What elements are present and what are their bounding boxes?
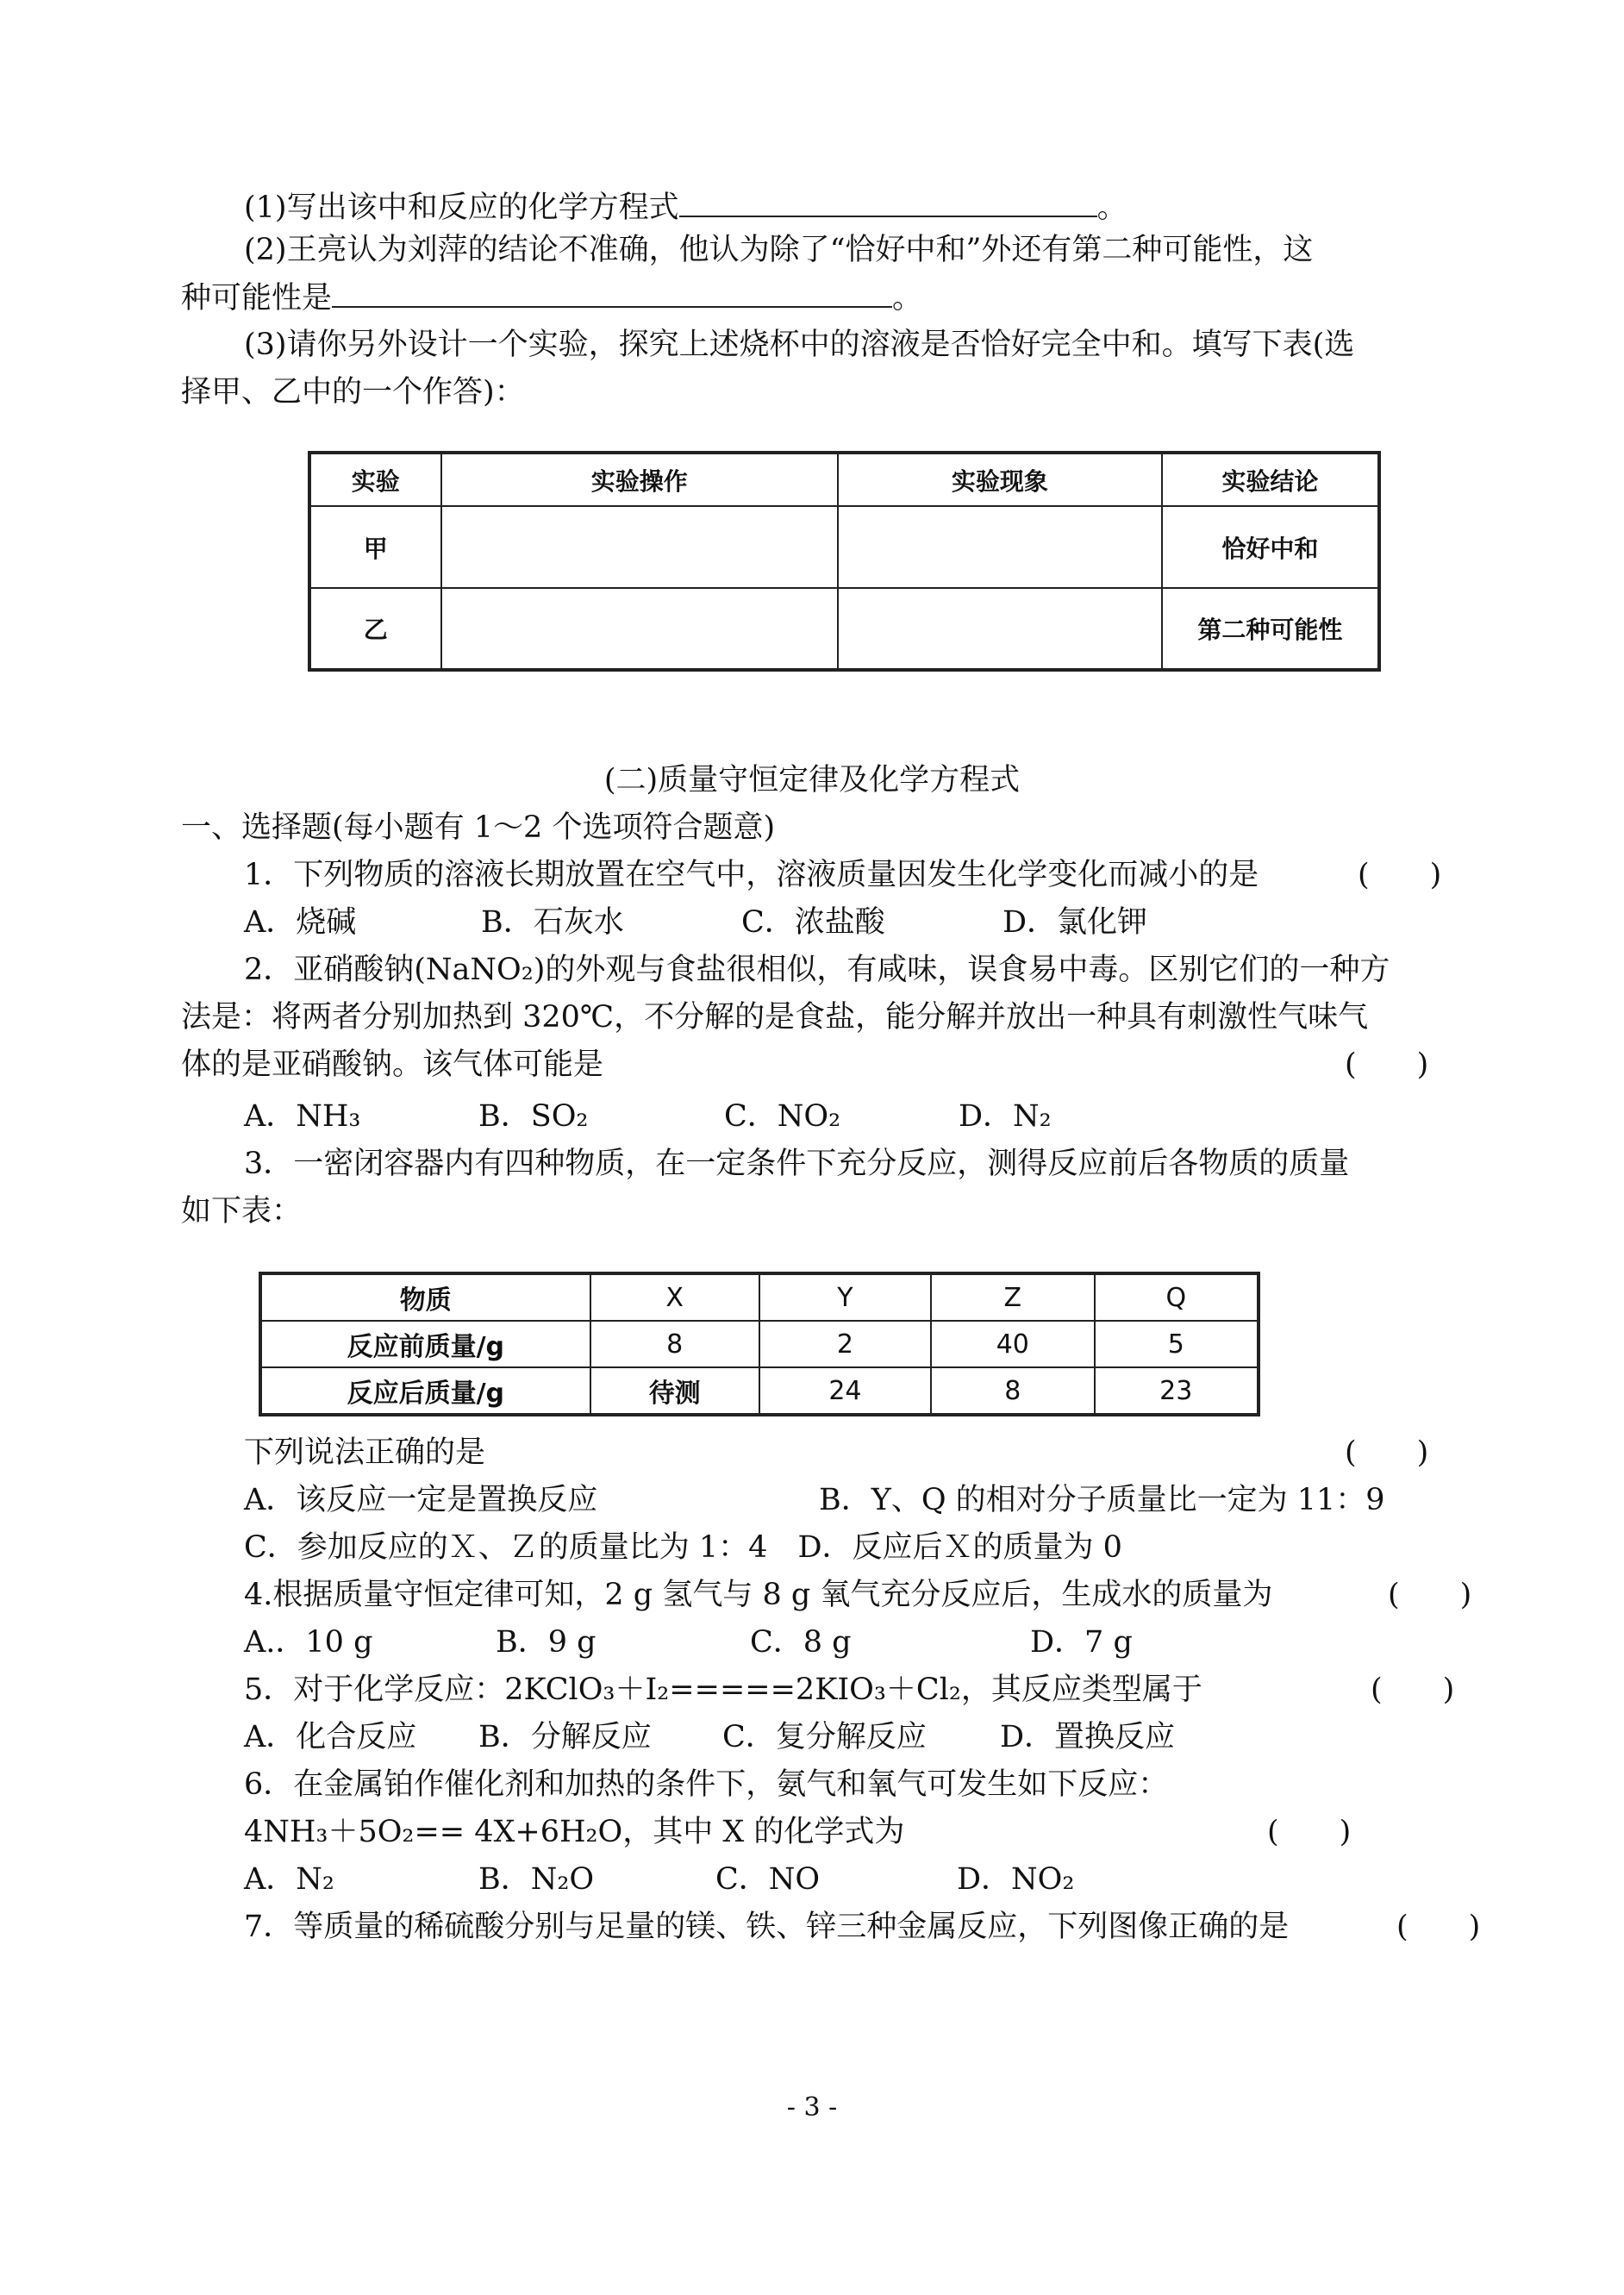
mass-row-before bbox=[260, 1321, 1259, 1367]
mass-row-label: 反应后质量/g bbox=[260, 1367, 590, 1415]
q6-option-a: A．N₂ bbox=[244, 1862, 334, 1897]
q1-line bbox=[244, 190, 1127, 225]
exp-header-phenomenon: 实验现象 bbox=[838, 453, 1162, 506]
question-4-stem: 4.根据质量守恒定律可知，2 g 氢气与 8 g 氧气充分反应后，生成水的质量为 bbox=[244, 1578, 1273, 1612]
q2-text: 种可能性是 bbox=[181, 281, 333, 316]
q3-option-cd: C．参加反应的Ｘ、Ｚ的质量比为 1：4 D．反应后Ｘ的质量为 0 bbox=[244, 1530, 1122, 1565]
question-3-prompt: 下列说法正确的是 bbox=[244, 1435, 486, 1470]
q5-option-a: A．化合反应 bbox=[244, 1720, 417, 1754]
q6-option-c: C．NO bbox=[715, 1862, 821, 1897]
mass-cell: 24 bbox=[759, 1367, 931, 1415]
answer-paren[interactable]: ( ) bbox=[1388, 1578, 1472, 1612]
exp-conclusion-cell: 第二种可能性 bbox=[1162, 588, 1379, 670]
question-6-stem-line2: 4NH₃＋5O₂== 4X+6H₂O，其中 X 的化学式为 bbox=[244, 1815, 905, 1849]
q4-option-d: D．7 g bbox=[1030, 1625, 1133, 1660]
mass-cell: 40 bbox=[931, 1321, 1094, 1367]
q1-option-c: C．浓盐酸 bbox=[741, 905, 885, 940]
question-6-stem-line1: 6．在金属铂作催化剂和加热的条件下，氨气和氧气可发生如下反应： bbox=[244, 1767, 1169, 1802]
exp-row-name: 乙 bbox=[309, 588, 441, 670]
q5-option-c: C．复分解反应 bbox=[722, 1720, 927, 1754]
exp-conclusion-cell: 恰好中和 bbox=[1162, 506, 1379, 588]
question-5-stem: 5．对于化学反应：2KClO₃＋I₂=====2KIO₃＋Cl₂，其反应类型属于 bbox=[244, 1673, 1202, 1707]
q2-line2 bbox=[181, 280, 922, 316]
mass-header-q: Q bbox=[1095, 1273, 1259, 1321]
question-2-stem-line2: 法是：将两者分别加热到 320℃，不分解的是食盐，能分解并放出一种具有刺激性气味气 bbox=[181, 1000, 1369, 1035]
mass-header-x: X bbox=[590, 1273, 759, 1321]
q1-answer-blank[interactable] bbox=[679, 190, 1097, 217]
q1-option-b: B．石灰水 bbox=[481, 905, 624, 940]
mass-header-y: Y bbox=[759, 1273, 931, 1321]
mass-row-label: 反应前质量/g bbox=[260, 1321, 590, 1367]
q2-end: 。 bbox=[892, 281, 923, 316]
question-1-stem: 1．下列物质的溶液长期放置在空气中，溶液质量因发生化学变化而减小的是 bbox=[244, 858, 1259, 892]
mass-cell: 2 bbox=[759, 1321, 931, 1367]
question-3-stem-line2: 如下表： bbox=[181, 1194, 303, 1229]
question-7-stem: 7．等质量的稀硫酸分别与足量的镁、铁、锌三种金属反应，下列图像正确的是 bbox=[244, 1910, 1290, 1944]
q2-option-b: B．SO₂ bbox=[478, 1099, 589, 1134]
mass-cell: 5 bbox=[1095, 1321, 1259, 1367]
mass-table-header-row bbox=[260, 1273, 1259, 1321]
q3-option-a: A．该反应一定是置换反应 bbox=[244, 1483, 598, 1517]
answer-paren[interactable]: ( ) bbox=[1396, 1910, 1481, 1944]
q1-text: (1)写出该中和反应的化学方程式 bbox=[244, 191, 679, 225]
question-2-stem-line1: 2．亚硝酸钠(NaNO₂)的外观与食盐很相似，有咸味，误食易中毒。区别它们的一种方 bbox=[244, 953, 1390, 987]
exp-row-name: 甲 bbox=[309, 506, 441, 588]
q2-line1: (2)王亮认为刘萍的结论不准确，他认为除了“恰好中和”外还有第二种可能性，这 bbox=[244, 233, 1314, 267]
mass-cell: 8 bbox=[590, 1321, 759, 1367]
question-3-stem-line1: 3．一密闭容器内有四种物质，在一定条件下充分反应，测得反应前后各物质的质量 bbox=[244, 1147, 1350, 1181]
q6-option-b: B．N₂O bbox=[478, 1862, 595, 1897]
q2-option-a: A．NH₃ bbox=[244, 1099, 361, 1134]
q1-end: 。 bbox=[1096, 191, 1127, 225]
exp-header-conclusion: 实验结论 bbox=[1162, 453, 1379, 506]
exp-operation-cell[interactable] bbox=[441, 506, 838, 588]
section-title: (二)质量守恒定律及化学方程式 bbox=[603, 763, 1021, 797]
answer-paren[interactable]: ( ) bbox=[1345, 1047, 1429, 1082]
q2-option-d: D．N₂ bbox=[959, 1099, 1052, 1134]
q1-option-d: D．氯化钾 bbox=[1003, 905, 1148, 940]
mass-header-z: Z bbox=[931, 1273, 1094, 1321]
q3-line1: (3)请你另外设计一个实验，探究上述烧杯中的溶液是否恰好完全中和。填写下表(选 bbox=[244, 328, 1355, 362]
exp-row-jia bbox=[309, 506, 1379, 588]
section-heading: 一、选择题(每小题有 1～2 个选项符合题意) bbox=[181, 810, 776, 845]
q2-answer-blank[interactable] bbox=[332, 280, 892, 308]
answer-paren[interactable]: ( ) bbox=[1267, 1815, 1352, 1849]
mass-cell: 待测 bbox=[590, 1367, 759, 1415]
q6-option-d: D．NO₂ bbox=[957, 1862, 1075, 1897]
mass-table bbox=[259, 1272, 1260, 1416]
exp-operation-cell[interactable] bbox=[441, 588, 838, 670]
exp-phenomenon-cell[interactable] bbox=[838, 588, 1162, 670]
mass-cell: 23 bbox=[1095, 1367, 1259, 1415]
q5-option-d: D．置换反应 bbox=[1000, 1720, 1176, 1754]
exp-phenomenon-cell[interactable] bbox=[838, 506, 1162, 588]
q1-option-a: A．烧碱 bbox=[244, 905, 357, 940]
q3-line2: 择甲、乙中的一个作答)： bbox=[181, 375, 525, 410]
exp-row-yi bbox=[309, 588, 1379, 670]
mass-cell: 8 bbox=[931, 1367, 1094, 1415]
mass-row-after bbox=[260, 1367, 1259, 1415]
answer-paren[interactable]: ( ) bbox=[1371, 1673, 1455, 1707]
answer-paren[interactable]: ( ) bbox=[1345, 1435, 1429, 1470]
question-2-stem-line3: 体的是亚硝酸钠。该气体可能是 bbox=[181, 1047, 604, 1082]
exp-header-operation: 实验操作 bbox=[441, 453, 838, 506]
page-number: - 3 - bbox=[786, 2092, 838, 2123]
q4-option-a: A.．10 g bbox=[244, 1625, 373, 1660]
q3-option-b: B．Y、Q 的相对分子质量比一定为 11：9 bbox=[819, 1483, 1385, 1517]
q2-option-c: C．NO₂ bbox=[724, 1099, 841, 1134]
q4-option-b: B．9 g bbox=[496, 1625, 597, 1660]
experiment-table bbox=[308, 451, 1381, 672]
q4-option-c: C．8 g bbox=[750, 1625, 852, 1660]
exp-header-name: 实验 bbox=[309, 453, 441, 506]
answer-paren[interactable]: ( ) bbox=[1358, 858, 1442, 892]
mass-header-substance: 物质 bbox=[260, 1273, 590, 1321]
q5-option-b: B．分解反应 bbox=[478, 1720, 652, 1754]
